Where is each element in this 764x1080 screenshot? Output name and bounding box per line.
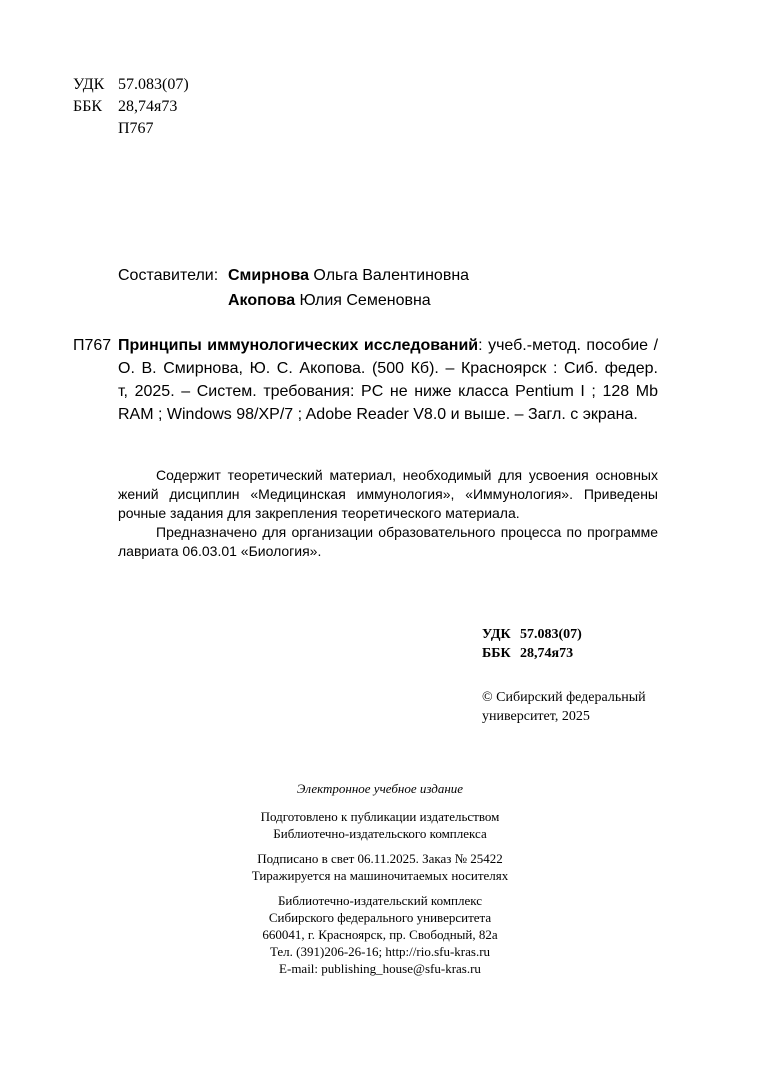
address-line: 660041, г. Красноярск, пр. Свободный, 82а — [262, 927, 498, 942]
biblio-line-3: т, 2025. – Систем. требования: PC не ниже класса Pentium I ; 128 Mb — [118, 383, 658, 400]
compiler-1-surname: Смирнова — [228, 267, 309, 284]
bbk-value-bottom: 28,74я73 — [520, 646, 574, 661]
copyright-line-2: университет, 2025 — [482, 709, 590, 724]
prepared-line-1: Подготовлено к публикации издательством — [260, 809, 500, 824]
udk-value: 57.083(07) — [118, 76, 189, 93]
abstract-line-1: Содержит теоретический материал, необходимый для усвоения основных — [156, 467, 658, 483]
udk-value-bottom: 57.083(07) — [520, 627, 582, 642]
abstract-line-5: лавриата 06.03.01 «Биология». — [118, 543, 322, 559]
publisher-line-1: Библиотечно-издательский комплекс — [277, 893, 483, 908]
author-mark: П767 — [118, 120, 154, 137]
compilers-label: Составители: — [118, 267, 219, 284]
compiler-2-surname: Акопова — [228, 292, 296, 309]
bbk-value: 28,74я73 — [118, 98, 178, 115]
signed-line: Подписано в свет 06.11.2025. Заказ № 25422 — [257, 851, 503, 866]
classification-codes-bottom — [482, 625, 582, 663]
compiler-1-name: Ольга Валентиновна — [313, 267, 470, 284]
biblio-line-2: О. В. Смирнова, Ю. С. Акопова. (500 Кб). – Красноярск : Сиб. федер. — [118, 360, 658, 377]
edition-type: Электронное учебное издание — [296, 781, 464, 796]
prepared-line-2: Библиотечно-издательского комплекса — [273, 826, 487, 841]
imprint — [200, 780, 560, 977]
email-line: E-mail: publishing_house@sfu-kras.ru — [279, 961, 481, 976]
copyright-line-1: © Сибирский федеральный — [482, 690, 646, 705]
publisher-line-2: Сибирского федерального университета — [268, 910, 492, 925]
abstract-line-3: рочные задания для закрепления теоретического материала. — [118, 505, 520, 521]
biblio-line-4: RAM ; Windows 98/XP/7 ; Adobe Reader V8.0 и выше. – Загл. с экрана. — [118, 406, 638, 423]
biblio-code: П767 — [73, 337, 112, 354]
phone-line: Тел. (391)206-26-16; http://rio.sfu-kras.ru — [269, 944, 491, 959]
bbk-label: ББК — [73, 98, 103, 115]
biblio-line-1: Принципы иммунологических исследований: учеб.-метод. пособие / — [118, 337, 658, 354]
copyright — [482, 688, 646, 726]
compiler-2-name: Юлия Семеновна — [299, 292, 431, 309]
abstract-line-2: жений дисциплин «Медицинская иммунология», «Иммунология». Приведены — [118, 486, 658, 502]
classification-codes-top — [73, 74, 189, 140]
udk-label: УДК — [73, 76, 105, 93]
compilers-block — [118, 263, 469, 313]
bibliographic-entry — [118, 334, 658, 426]
udk-label-bottom: УДК — [482, 627, 511, 642]
distributed-line: Тиражируется на машиночитаемых носителях — [251, 868, 509, 883]
book-title: Принципы иммунологических исследований — [118, 337, 479, 354]
abstract — [118, 466, 658, 561]
abstract-line-4: Предназначено для организации образовательного процесса по программе — [156, 524, 658, 540]
bbk-label-bottom: ББК — [482, 646, 511, 661]
